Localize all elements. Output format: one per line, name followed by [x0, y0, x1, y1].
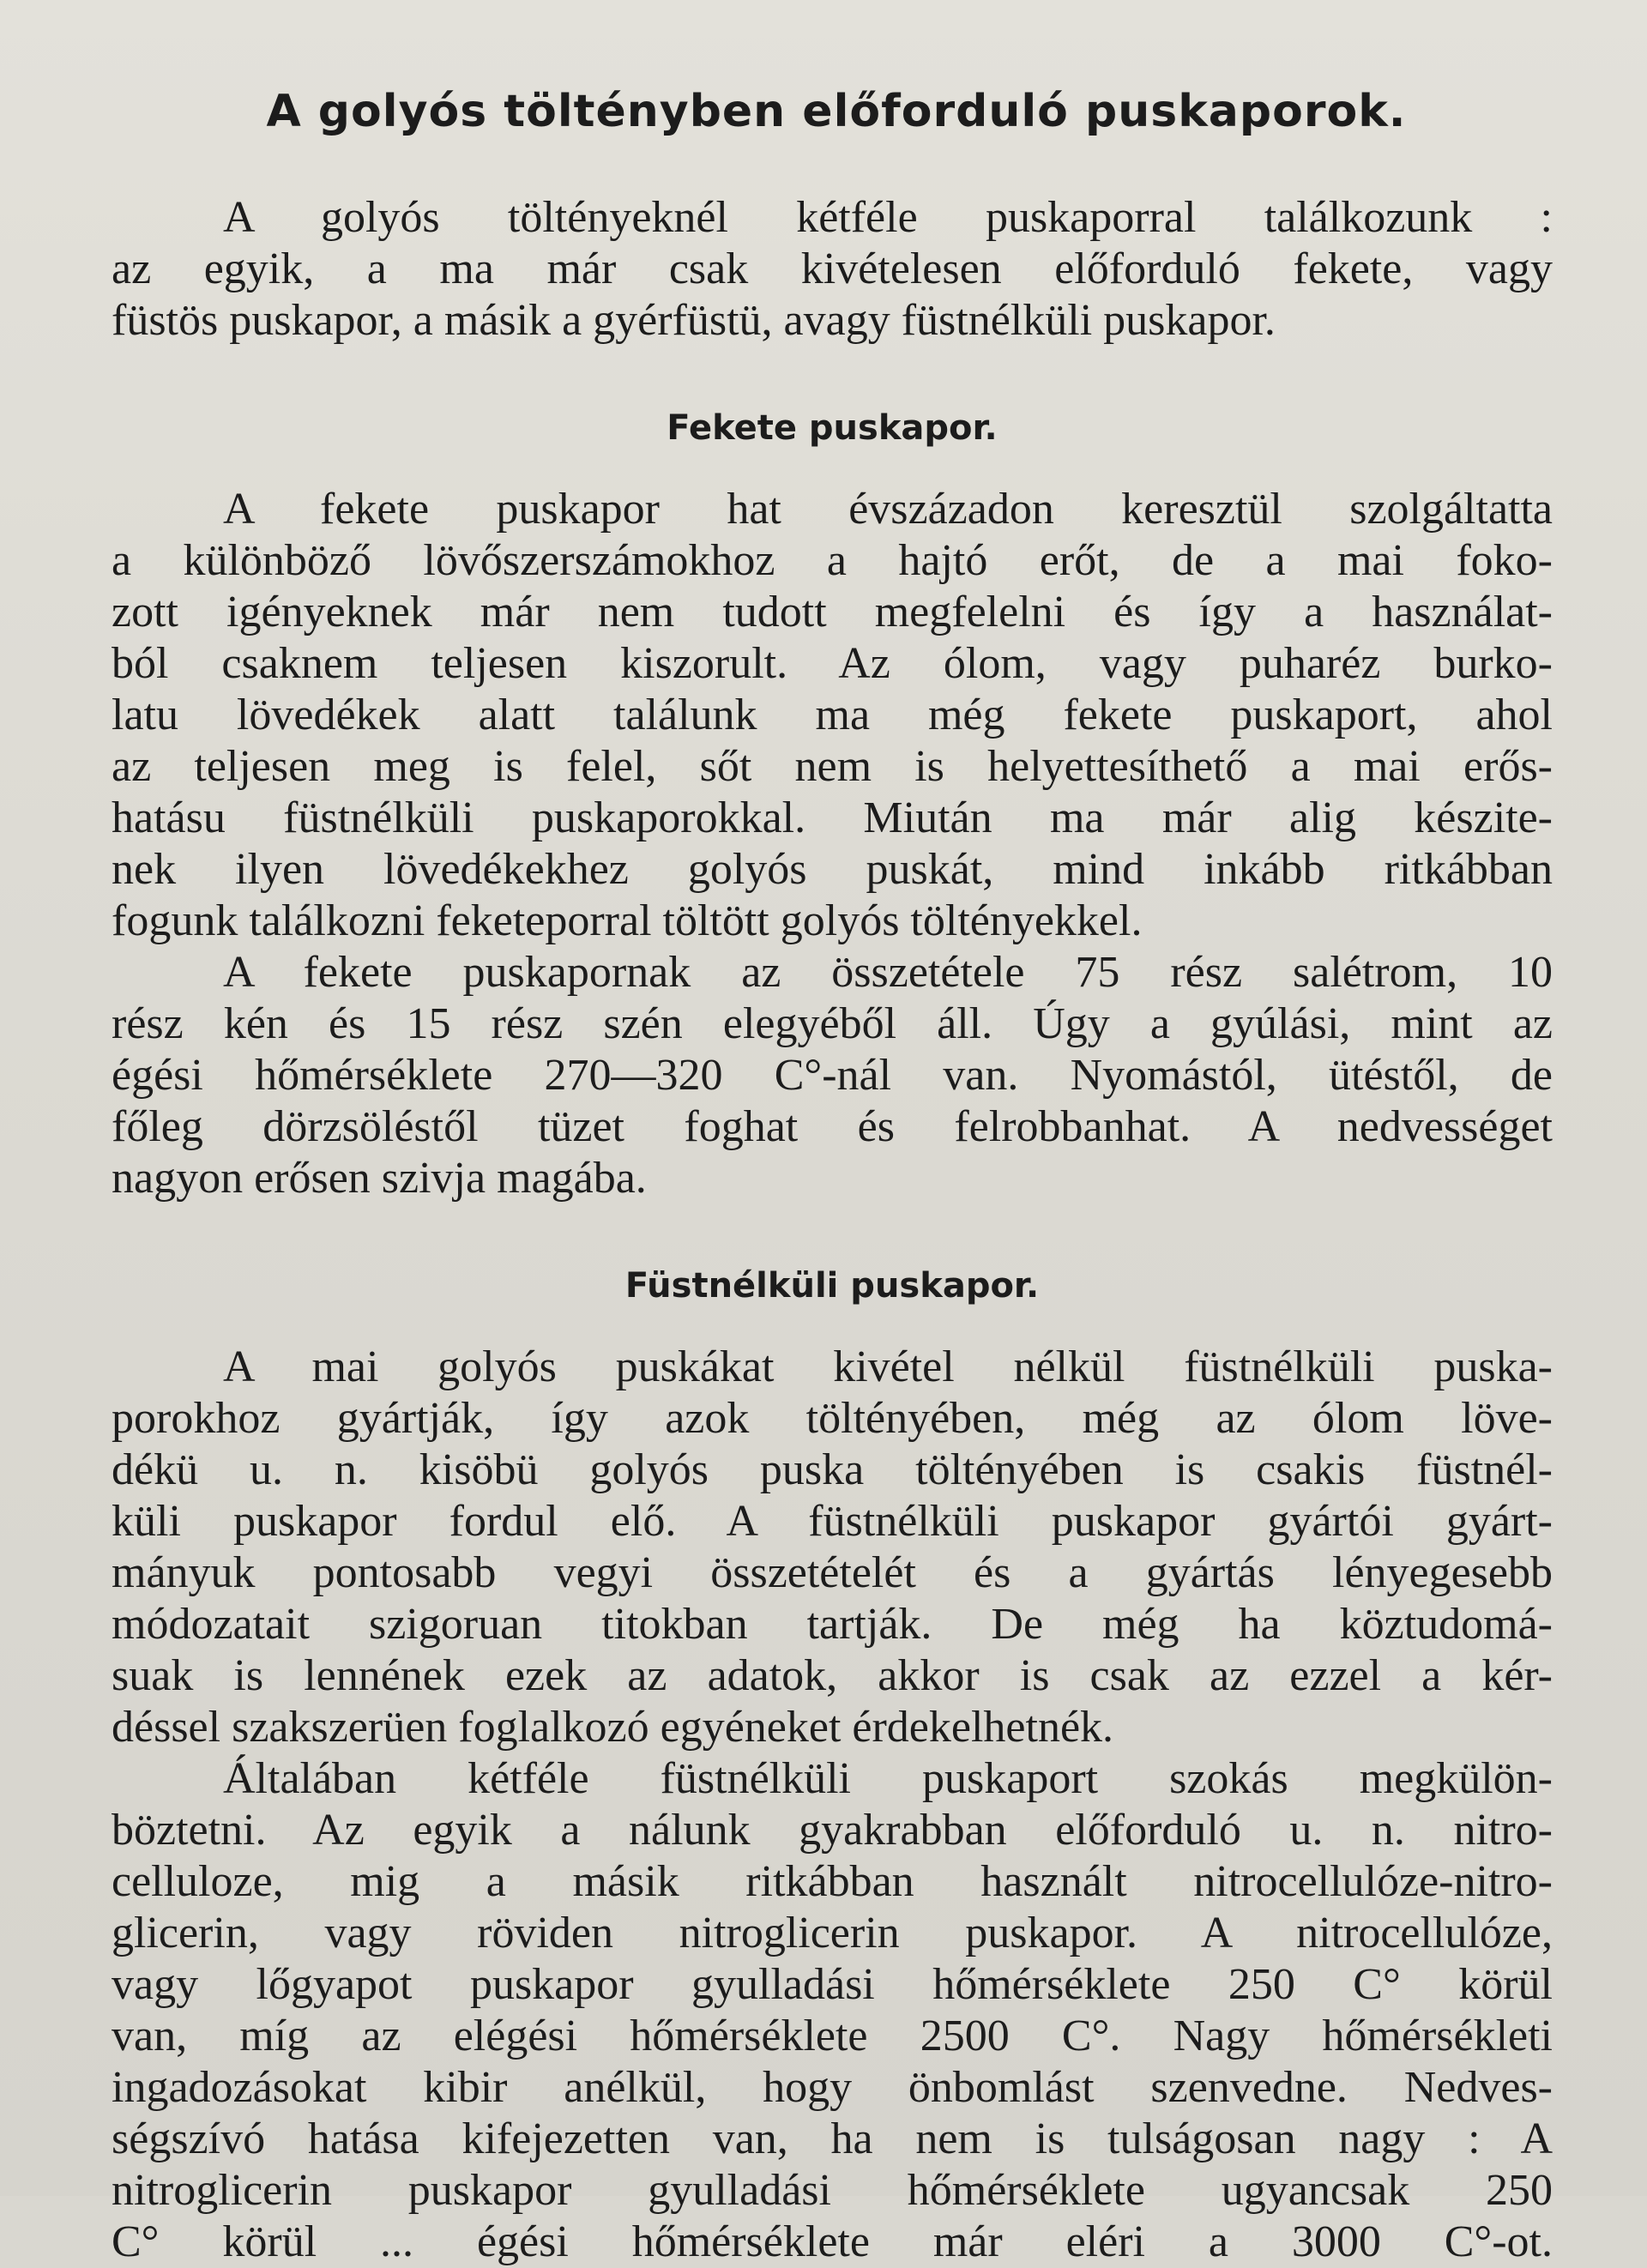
text-line: A fekete puskapornak az összetétele 75 rész salétrom, 10 [223, 948, 1553, 997]
text-line: mányuk pontosabb vegyi összetételét és a gyártás lényegesebb [112, 1548, 1553, 1597]
text-line: suak is lennének ezek az adatok, akkor is csak az ezzel a kér- [112, 1651, 1553, 1700]
intro-line: A golyós töltényeknél kétféle puskaporral találkozunk : [223, 193, 1553, 242]
text-line: A mai golyós puskákat kivétel nélkül füstnélküli puska- [223, 1342, 1553, 1391]
smokeless-powder-paragraph-1 [112, 1342, 1553, 1753]
text-line: van, míg az elégési hőmérséklete 2500 C°. Nagy hőmérsékleti [112, 2012, 1553, 2060]
text-line: küli puskapor fordul elő. A füstnélküli puskapor gyártói gyárt- [112, 1497, 1553, 1546]
text-line: rész kén és 15 rész szén elegyéből áll. Úgy a gyúlási, mint az [112, 999, 1553, 1048]
text-line: latu lövedékek alatt találunk ma még fekete puskaport, ahol [112, 691, 1553, 739]
text-line: nitroglicerin puskapor gyulladási hőmérséklete ugyancsak 250 [112, 2166, 1553, 2215]
text-line: módozatait szigoruan titokban tartják. De még ha köztudomá- [112, 1600, 1553, 1649]
section-heading-black-powder: Fekete puskapor. [667, 408, 998, 448]
intro-line: az egyik, a ma már csak kivételesen előforduló fekete, vagy [112, 244, 1553, 293]
text-line: porokhoz gyártják, így azok töltényében, még az ólom löve- [112, 1394, 1553, 1443]
text-line: nek ilyen lövedékekhez golyós puskát, mind inkább ritkábban [112, 845, 1553, 894]
text-line: ból csaknem teljesen kiszorult. Az ólom, vagy puharéz burko- [112, 639, 1553, 688]
black-powder-paragraph-2 [112, 947, 1553, 1204]
text-line: hatásu füstnélküli puskaporokkal. Miután ma már alig készite- [112, 793, 1553, 842]
text-line: az teljesen meg is felel, sőt nem is helyettesíthető a mai erős- [112, 742, 1553, 791]
intro-paragraph [112, 192, 1553, 347]
text-line: celluloze, mig a másik ritkábban használt nitrocellulóze-nitro- [112, 1857, 1553, 1906]
text-line: ségszívó hatása kifejezetten van, ha nem is tulságosan nagy : A [112, 2114, 1553, 2163]
text-line: glicerin, vagy röviden nitroglicerin puskapor. A nitrocellulóze, [112, 1909, 1553, 1957]
intro-line: füstös puskapor, a másik a gyérfüstü, avagy füstnélküli puskapor. [112, 296, 1276, 345]
smokeless-powder-paragraph-2 [112, 1753, 1553, 2268]
text-line: dékü u. n. kisöbü golyós puska töltényében is csakis füstnél- [112, 1445, 1553, 1494]
text-line: égési hőmérséklete 270—320 C°-nál van. Nyomástól, ütéstől, de [112, 1051, 1553, 1100]
page-title: A golyós töltényben előforduló puskaporok. [266, 86, 1407, 137]
text-line: nagyon erősen szivja magába. [112, 1154, 647, 1203]
text-line: böztetni. Az egyik a nálunk gyakrabban előforduló u. n. nitro- [112, 1806, 1553, 1855]
section-heading-smokeless-powder: Füstnélküli puskapor. [624, 1266, 1040, 1306]
text-line: vagy lőgyapot puskapor gyulladási hőmérséklete 250 C° körül [112, 1960, 1553, 2009]
text-line: A fekete puskapor hat évszázadon keresztül szolgáltatta [223, 485, 1553, 534]
black-powder-paragraph-1 [112, 484, 1553, 947]
text-line: Általában kétféle füstnélküli puskaport szokás megkülön- [223, 1754, 1553, 1803]
text-line: C° körül ... égési hőmérséklete már eléri a 3000 C°-ot. [112, 2217, 1553, 2266]
text-line: főleg dörzsöléstől tüzet foghat és felrobbanhat. A nedvességet [112, 1102, 1553, 1151]
text-line: zott igényeknek már nem tudott megfelelni és így a használat- [112, 588, 1553, 636]
text-line: fogunk találkozni feketeporral töltött golyós töltényekkel. [112, 896, 1143, 945]
text-line: a különböző lövőszerszámokhoz a hajtó erőt, de a mai foko- [112, 536, 1553, 585]
text-line: déssel szakszerüen foglalkozó egyéneket érdekelhetnék. [112, 1703, 1114, 1752]
page-content [112, 86, 1553, 2268]
text-line: ingadozásokat kibir anélkül, hogy önbomlást szenvedne. Nedves- [112, 2063, 1553, 2112]
